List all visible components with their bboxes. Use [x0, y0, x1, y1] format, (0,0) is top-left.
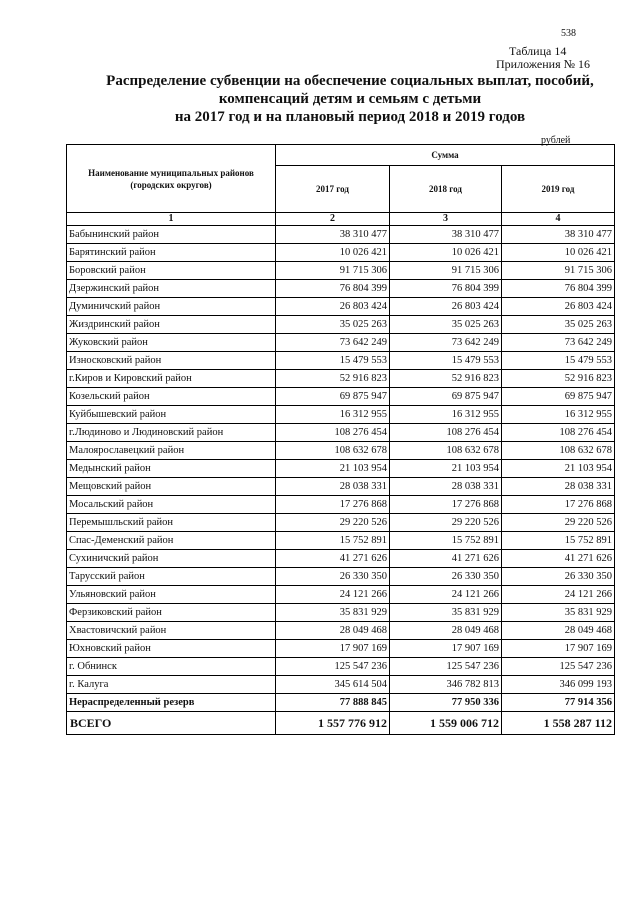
value-2019: 91 715 306: [502, 262, 615, 280]
value-2019: 346 099 193: [502, 676, 615, 694]
table-row: [67, 442, 615, 460]
table-row: [67, 622, 615, 640]
unit-label: рублей: [541, 135, 571, 146]
value-2019: 69 875 947: [502, 388, 615, 406]
table-row: [67, 352, 615, 370]
value-2019: 17 276 868: [502, 496, 615, 514]
value-2019: 73 642 249: [502, 334, 615, 352]
value-2019: 15 479 553: [502, 352, 615, 370]
value-2018: 15 479 553: [390, 352, 502, 370]
year-header-2019: 2019 год: [502, 166, 615, 213]
title-line: компенсаций детям и семьям с детьми: [218, 91, 482, 107]
value-2018: 17 907 169: [390, 640, 502, 658]
title-line: Распределение субвенции на обеспечение социальных выплат, пособий,: [106, 73, 594, 89]
value-2017: 38 310 477: [276, 226, 390, 244]
row-name: Малоярославецкий район: [67, 442, 276, 460]
table-row: [67, 406, 615, 424]
row-name: Сухиничский район: [67, 550, 276, 568]
value-2018: 73 642 249: [390, 334, 502, 352]
value-2017: 10 026 421: [276, 244, 390, 262]
value-2017: 15 479 553: [276, 352, 390, 370]
table-row: [67, 334, 615, 352]
total-2017: 1 557 776 912: [276, 712, 390, 735]
page-number: 538: [561, 28, 576, 39]
value-2019: 38 310 477: [502, 226, 615, 244]
row-name: г.Людиново и Людиновский район: [67, 424, 276, 442]
table-row: [67, 586, 615, 604]
value-2017: 28 049 468: [276, 622, 390, 640]
value-2018: 108 632 678: [390, 442, 502, 460]
value-2018: 17 276 868: [390, 496, 502, 514]
value-2019: 29 220 526: [502, 514, 615, 532]
table-row: [67, 676, 615, 694]
value-2017: 17 276 868: [276, 496, 390, 514]
column-number: 4: [502, 213, 615, 226]
table-row: [67, 496, 615, 514]
value-2019: 125 547 236: [502, 658, 615, 676]
table-row: [67, 514, 615, 532]
value-2017: 35 025 263: [276, 316, 390, 334]
row-name: Барятинский район: [67, 244, 276, 262]
row-name: Ульяновский район: [67, 586, 276, 604]
row-name: Хвастовичский район: [67, 622, 276, 640]
value-2019: 15 752 891: [502, 532, 615, 550]
name-column-header: Наименование муниципальных районов (городских округов): [67, 145, 276, 213]
value-2019: 21 103 954: [502, 460, 615, 478]
value-2018: 26 330 350: [390, 568, 502, 586]
value-2018: 24 121 266: [390, 586, 502, 604]
value-2017: 41 271 626: [276, 550, 390, 568]
row-name: г. Калуга: [67, 676, 276, 694]
value-2018: 16 312 955: [390, 406, 502, 424]
row-name: Жуковский район: [67, 334, 276, 352]
value-2018: 26 803 424: [390, 298, 502, 316]
value-2018: 10 026 421: [390, 244, 502, 262]
value-2017: 69 875 947: [276, 388, 390, 406]
value-2019: 108 276 454: [502, 424, 615, 442]
document-title: [60, 72, 640, 126]
table-row: [67, 478, 615, 496]
table-row: [67, 262, 615, 280]
value-2019: 77 914 356: [502, 694, 615, 712]
value-2018: 28 038 331: [390, 478, 502, 496]
value-2018: 38 310 477: [390, 226, 502, 244]
value-2019: 108 632 678: [502, 442, 615, 460]
value-2017: 21 103 954: [276, 460, 390, 478]
value-2018: 108 276 454: [390, 424, 502, 442]
value-2018: 15 752 891: [390, 532, 502, 550]
row-name: г. Обнинск: [67, 658, 276, 676]
value-2018: 29 220 526: [390, 514, 502, 532]
annex-label: Приложения № 16: [496, 57, 591, 71]
row-name: Износковский район: [67, 352, 276, 370]
value-2019: 26 330 350: [502, 568, 615, 586]
value-2018: 35 831 929: [390, 604, 502, 622]
row-name: г.Киров и Кировский район: [67, 370, 276, 388]
value-2019: 28 049 468: [502, 622, 615, 640]
value-2018: 125 547 236: [390, 658, 502, 676]
row-name: Юхновский район: [67, 640, 276, 658]
value-2017: 35 831 929: [276, 604, 390, 622]
row-name: Козельский район: [67, 388, 276, 406]
table-row: [67, 280, 615, 298]
value-2019: 17 907 169: [502, 640, 615, 658]
value-2017: 73 642 249: [276, 334, 390, 352]
value-2018: 35 025 263: [390, 316, 502, 334]
value-2018: 28 049 468: [390, 622, 502, 640]
row-name: Куйбышевский район: [67, 406, 276, 424]
value-2017: 26 330 350: [276, 568, 390, 586]
table-row: [67, 532, 615, 550]
value-2017: 29 220 526: [276, 514, 390, 532]
table-row: [67, 388, 615, 406]
value-2019: 24 121 266: [502, 586, 615, 604]
value-2017: 76 804 399: [276, 280, 390, 298]
year-header-2018: 2018 год: [390, 166, 502, 213]
total-2019: 1 558 287 112: [502, 712, 615, 735]
value-2018: 346 782 813: [390, 676, 502, 694]
sum-column-header: Сумма: [276, 145, 615, 166]
value-2019: 52 916 823: [502, 370, 615, 388]
value-2017: 16 312 955: [276, 406, 390, 424]
table-row: [67, 604, 615, 622]
row-name: Спас-Деменский район: [67, 532, 276, 550]
value-2017: 17 907 169: [276, 640, 390, 658]
value-2018: 69 875 947: [390, 388, 502, 406]
table-row: [67, 298, 615, 316]
row-name: Мещовский район: [67, 478, 276, 496]
value-2019: 35 831 929: [502, 604, 615, 622]
value-2019: 10 026 421: [502, 244, 615, 262]
value-2017: 108 632 678: [276, 442, 390, 460]
table-row: [67, 568, 615, 586]
total-row: [67, 712, 615, 735]
row-name: Перемышльский район: [67, 514, 276, 532]
row-name: Дзержинский район: [67, 280, 276, 298]
year-header-2017: 2017 год: [276, 166, 390, 213]
table-label: Таблица 14: [509, 44, 567, 58]
row-name: Медынский район: [67, 460, 276, 478]
column-number: 2: [276, 213, 390, 226]
value-2018: 76 804 399: [390, 280, 502, 298]
value-2018: 91 715 306: [390, 262, 502, 280]
total-2018: 1 559 006 712: [390, 712, 502, 735]
table-row: [67, 460, 615, 478]
row-name: Нераспределенный резерв: [67, 694, 276, 712]
value-2019: 16 312 955: [502, 406, 615, 424]
table-row: [67, 694, 615, 712]
value-2019: 76 804 399: [502, 280, 615, 298]
table-row: [67, 550, 615, 568]
value-2017: 26 803 424: [276, 298, 390, 316]
table-row: [67, 370, 615, 388]
value-2019: 28 038 331: [502, 478, 615, 496]
table-row: [67, 226, 615, 244]
value-2017: 125 547 236: [276, 658, 390, 676]
value-2018: 41 271 626: [390, 550, 502, 568]
table-body: [67, 226, 615, 712]
value-2019: 26 803 424: [502, 298, 615, 316]
value-2019: 41 271 626: [502, 550, 615, 568]
value-2017: 91 715 306: [276, 262, 390, 280]
row-name: Думиничский район: [67, 298, 276, 316]
row-name: Жиздринский район: [67, 316, 276, 334]
value-2017: 108 276 454: [276, 424, 390, 442]
value-2018: 77 950 336: [390, 694, 502, 712]
value-2017: 28 038 331: [276, 478, 390, 496]
row-name: Бабынинский район: [67, 226, 276, 244]
row-name: Боровский район: [67, 262, 276, 280]
value-2017: 345 614 504: [276, 676, 390, 694]
row-name: Тарусский район: [67, 568, 276, 586]
value-2018: 21 103 954: [390, 460, 502, 478]
title-line: на 2017 год и на плановый период 2018 и 2019 годов: [174, 109, 526, 125]
row-name: Мосальский район: [67, 496, 276, 514]
value-2017: 15 752 891: [276, 532, 390, 550]
column-number: 1: [67, 213, 276, 226]
subvention-table: [66, 144, 615, 735]
value-2019: 35 025 263: [502, 316, 615, 334]
value-2018: 52 916 823: [390, 370, 502, 388]
table-row: [67, 658, 615, 676]
value-2017: 24 121 266: [276, 586, 390, 604]
row-name: Ферзиковский район: [67, 604, 276, 622]
value-2017: 77 888 845: [276, 694, 390, 712]
column-number: 3: [390, 213, 502, 226]
table-row: [67, 244, 615, 262]
total-label: ВСЕГО: [67, 712, 276, 735]
table-row: [67, 424, 615, 442]
value-2017: 52 916 823: [276, 370, 390, 388]
table-row: [67, 316, 615, 334]
table-row: [67, 640, 615, 658]
